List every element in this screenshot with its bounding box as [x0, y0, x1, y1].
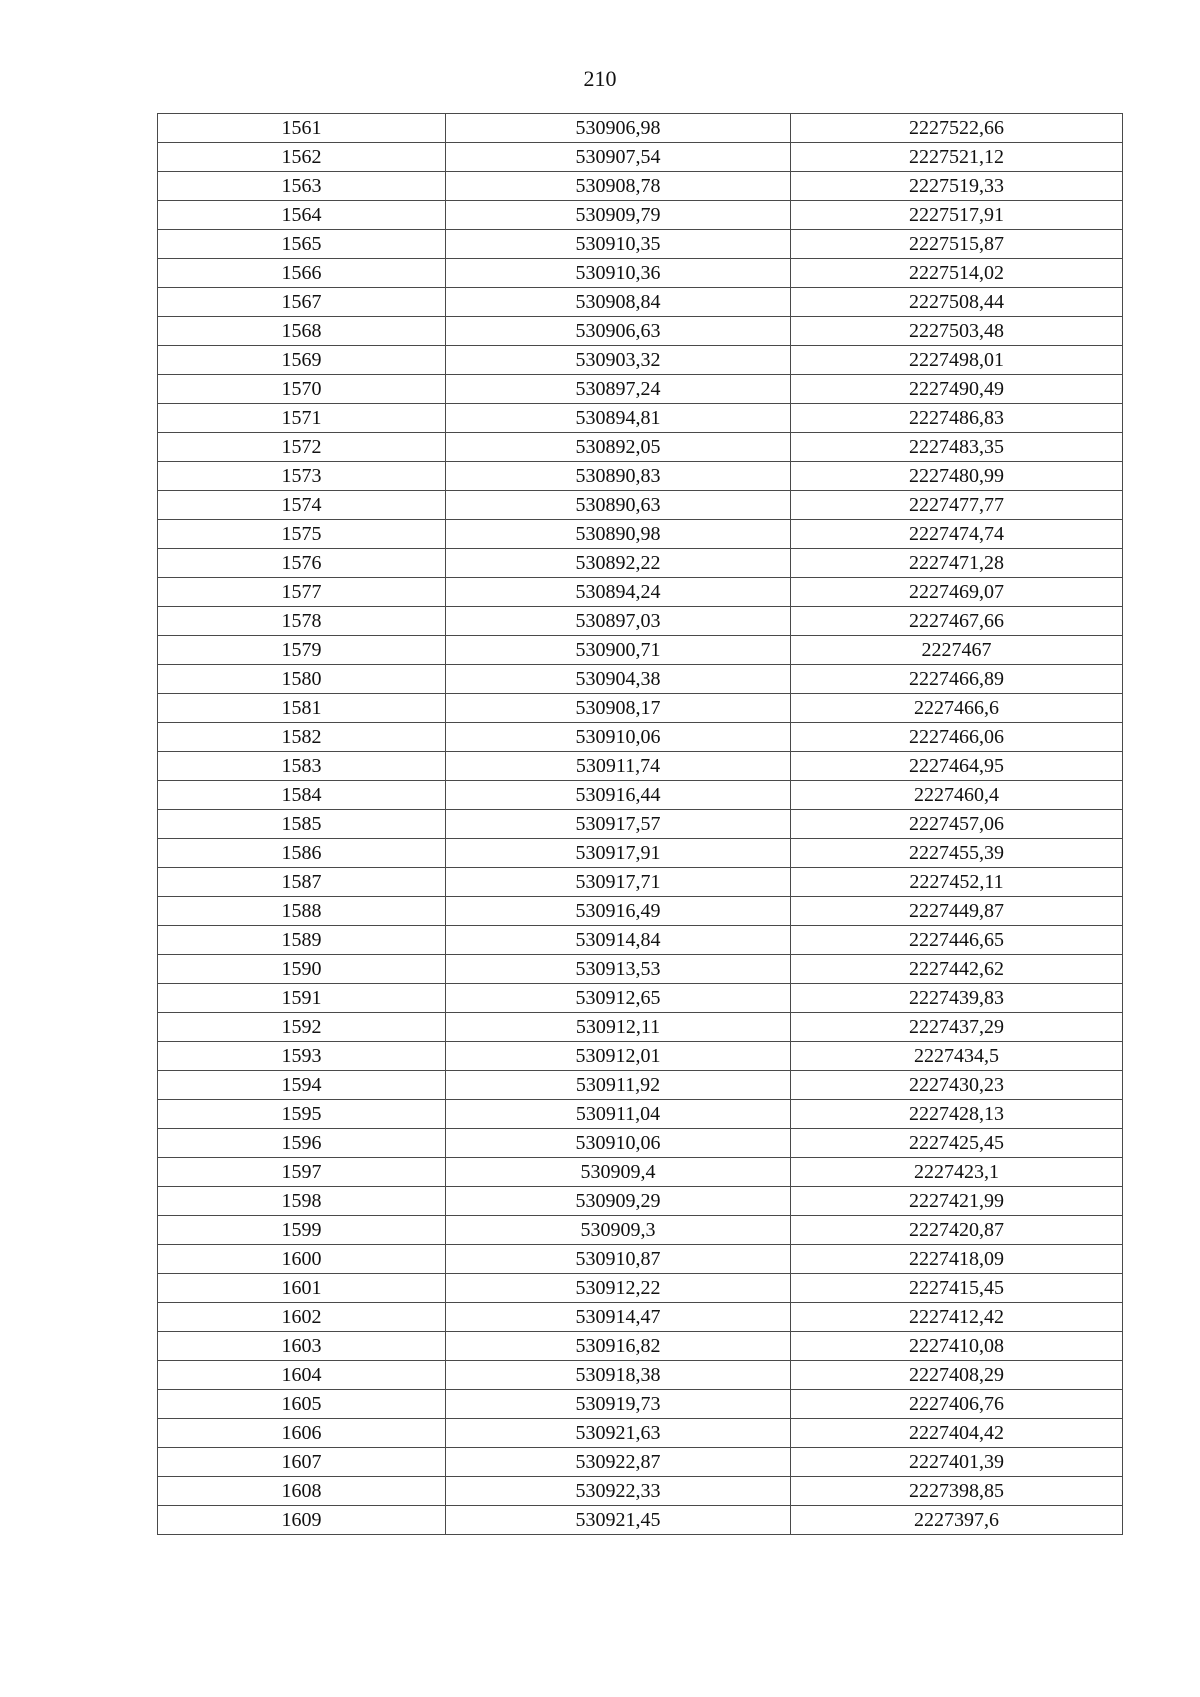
y-coordinate-cell: 2227406,76: [791, 1390, 1123, 1419]
table-row: [158, 1071, 1123, 1100]
point-number-cell: 1599: [158, 1216, 446, 1245]
point-number-cell: 1570: [158, 375, 446, 404]
point-number-cell: 1581: [158, 694, 446, 723]
table-row: [158, 868, 1123, 897]
table-row: [158, 375, 1123, 404]
table-row: [158, 839, 1123, 868]
y-coordinate-cell: 2227519,33: [791, 172, 1123, 201]
point-number-cell: 1577: [158, 578, 446, 607]
y-coordinate-cell: 2227471,28: [791, 549, 1123, 578]
x-coordinate-cell: 530910,35: [446, 230, 791, 259]
x-coordinate-cell: 530912,65: [446, 984, 791, 1013]
point-number-cell: 1597: [158, 1158, 446, 1187]
x-coordinate-cell: 530903,32: [446, 346, 791, 375]
x-coordinate-cell: 530912,01: [446, 1042, 791, 1071]
table-row: [158, 520, 1123, 549]
y-coordinate-cell: 2227434,5: [791, 1042, 1123, 1071]
y-coordinate-cell: 2227469,07: [791, 578, 1123, 607]
point-number-cell: 1576: [158, 549, 446, 578]
point-number-cell: 1567: [158, 288, 446, 317]
table-row: [158, 926, 1123, 955]
table-row: [158, 1477, 1123, 1506]
point-number-cell: 1606: [158, 1419, 446, 1448]
y-coordinate-cell: 2227477,77: [791, 491, 1123, 520]
y-coordinate-cell: 2227410,08: [791, 1332, 1123, 1361]
x-coordinate-cell: 530917,57: [446, 810, 791, 839]
point-number-cell: 1566: [158, 259, 446, 288]
x-coordinate-cell: 530910,06: [446, 1129, 791, 1158]
point-number-cell: 1575: [158, 520, 446, 549]
table-row: [158, 462, 1123, 491]
y-coordinate-cell: 2227508,44: [791, 288, 1123, 317]
table-row: [158, 1332, 1123, 1361]
point-number-cell: 1604: [158, 1361, 446, 1390]
table-row: [158, 201, 1123, 230]
point-number-cell: 1598: [158, 1187, 446, 1216]
x-coordinate-cell: 530921,63: [446, 1419, 791, 1448]
x-coordinate-cell: 530913,53: [446, 955, 791, 984]
x-coordinate-cell: 530916,49: [446, 897, 791, 926]
y-coordinate-cell: 2227514,02: [791, 259, 1123, 288]
table-row: [158, 491, 1123, 520]
point-number-cell: 1605: [158, 1390, 446, 1419]
y-coordinate-cell: 2227425,45: [791, 1129, 1123, 1158]
point-number-cell: 1578: [158, 607, 446, 636]
table-row: [158, 665, 1123, 694]
point-number-cell: 1607: [158, 1448, 446, 1477]
y-coordinate-cell: 2227430,23: [791, 1071, 1123, 1100]
table-row: [158, 1419, 1123, 1448]
table-row: [158, 1187, 1123, 1216]
x-coordinate-cell: 530918,38: [446, 1361, 791, 1390]
point-number-cell: 1573: [158, 462, 446, 491]
y-coordinate-cell: 2227460,4: [791, 781, 1123, 810]
x-coordinate-cell: 530916,82: [446, 1332, 791, 1361]
point-number-cell: 1590: [158, 955, 446, 984]
x-coordinate-cell: 530900,71: [446, 636, 791, 665]
y-coordinate-cell: 2227466,6: [791, 694, 1123, 723]
y-coordinate-cell: 2227455,39: [791, 839, 1123, 868]
y-coordinate-cell: 2227404,42: [791, 1419, 1123, 1448]
y-coordinate-cell: 2227397,6: [791, 1506, 1123, 1535]
x-coordinate-cell: 530906,98: [446, 114, 791, 143]
table-row: [158, 1013, 1123, 1042]
table-row: [158, 636, 1123, 665]
y-coordinate-cell: 2227515,87: [791, 230, 1123, 259]
table-row: [158, 578, 1123, 607]
x-coordinate-cell: 530914,47: [446, 1303, 791, 1332]
point-number-cell: 1564: [158, 201, 446, 230]
y-coordinate-cell: 2227486,83: [791, 404, 1123, 433]
table-row: [158, 723, 1123, 752]
table-row: [158, 143, 1123, 172]
point-number-cell: 1601: [158, 1274, 446, 1303]
table-row: [158, 1158, 1123, 1187]
table-row: [158, 1100, 1123, 1129]
x-coordinate-cell: 530908,84: [446, 288, 791, 317]
table-row: [158, 317, 1123, 346]
y-coordinate-cell: 2227498,01: [791, 346, 1123, 375]
y-coordinate-cell: 2227483,35: [791, 433, 1123, 462]
table-row: [158, 1245, 1123, 1274]
y-coordinate-cell: 2227446,65: [791, 926, 1123, 955]
point-number-cell: 1585: [158, 810, 446, 839]
y-coordinate-cell: 2227420,87: [791, 1216, 1123, 1245]
y-coordinate-cell: 2227503,48: [791, 317, 1123, 346]
point-number-cell: 1565: [158, 230, 446, 259]
point-number-cell: 1591: [158, 984, 446, 1013]
table-row: [158, 1216, 1123, 1245]
y-coordinate-cell: 2227421,99: [791, 1187, 1123, 1216]
x-coordinate-cell: 530912,22: [446, 1274, 791, 1303]
table-row: [158, 810, 1123, 839]
point-number-cell: 1568: [158, 317, 446, 346]
table-row: [158, 114, 1123, 143]
x-coordinate-cell: 530922,87: [446, 1448, 791, 1477]
x-coordinate-cell: 530910,87: [446, 1245, 791, 1274]
y-coordinate-cell: 2227466,06: [791, 723, 1123, 752]
table-row: [158, 1042, 1123, 1071]
point-number-cell: 1603: [158, 1332, 446, 1361]
point-number-cell: 1561: [158, 114, 446, 143]
y-coordinate-cell: 2227521,12: [791, 143, 1123, 172]
table-row: [158, 781, 1123, 810]
point-number-cell: 1563: [158, 172, 446, 201]
y-coordinate-cell: 2227401,39: [791, 1448, 1123, 1477]
table-row: [158, 433, 1123, 462]
x-coordinate-cell: 530906,63: [446, 317, 791, 346]
point-number-cell: 1594: [158, 1071, 446, 1100]
x-coordinate-cell: 530890,98: [446, 520, 791, 549]
y-coordinate-cell: 2227490,49: [791, 375, 1123, 404]
x-coordinate-cell: 530892,05: [446, 433, 791, 462]
point-number-cell: 1571: [158, 404, 446, 433]
y-coordinate-cell: 2227428,13: [791, 1100, 1123, 1129]
y-coordinate-cell: 2227449,87: [791, 897, 1123, 926]
x-coordinate-cell: 530909,29: [446, 1187, 791, 1216]
y-coordinate-cell: 2227464,95: [791, 752, 1123, 781]
x-coordinate-cell: 530890,83: [446, 462, 791, 491]
y-coordinate-cell: 2227442,62: [791, 955, 1123, 984]
x-coordinate-cell: 530897,03: [446, 607, 791, 636]
table-row: [158, 1448, 1123, 1477]
point-number-cell: 1600: [158, 1245, 446, 1274]
table-row: [158, 752, 1123, 781]
x-coordinate-cell: 530897,24: [446, 375, 791, 404]
x-coordinate-cell: 530912,11: [446, 1013, 791, 1042]
table-row: [158, 607, 1123, 636]
point-number-cell: 1587: [158, 868, 446, 897]
coordinates-table: [157, 113, 1123, 1535]
x-coordinate-cell: 530922,33: [446, 1477, 791, 1506]
x-coordinate-cell: 530916,44: [446, 781, 791, 810]
y-coordinate-cell: 2227439,83: [791, 984, 1123, 1013]
point-number-cell: 1608: [158, 1477, 446, 1506]
point-number-cell: 1584: [158, 781, 446, 810]
table-row: [158, 230, 1123, 259]
x-coordinate-cell: 530917,71: [446, 868, 791, 897]
x-coordinate-cell: 530921,45: [446, 1506, 791, 1535]
point-number-cell: 1562: [158, 143, 446, 172]
y-coordinate-cell: 2227437,29: [791, 1013, 1123, 1042]
point-number-cell: 1574: [158, 491, 446, 520]
y-coordinate-cell: 2227412,42: [791, 1303, 1123, 1332]
x-coordinate-cell: 530909,3: [446, 1216, 791, 1245]
point-number-cell: 1588: [158, 897, 446, 926]
table-row: [158, 694, 1123, 723]
x-coordinate-cell: 530910,36: [446, 259, 791, 288]
table-row: [158, 404, 1123, 433]
table-row: [158, 897, 1123, 926]
table-row: [158, 346, 1123, 375]
y-coordinate-cell: 2227423,1: [791, 1158, 1123, 1187]
y-coordinate-cell: 2227457,06: [791, 810, 1123, 839]
y-coordinate-cell: 2227522,66: [791, 114, 1123, 143]
y-coordinate-cell: 2227466,89: [791, 665, 1123, 694]
x-coordinate-cell: 530909,4: [446, 1158, 791, 1187]
table-row: [158, 259, 1123, 288]
x-coordinate-cell: 530919,73: [446, 1390, 791, 1419]
point-number-cell: 1595: [158, 1100, 446, 1129]
y-coordinate-cell: 2227452,11: [791, 868, 1123, 897]
point-number-cell: 1569: [158, 346, 446, 375]
point-number-cell: 1586: [158, 839, 446, 868]
x-coordinate-cell: 530904,38: [446, 665, 791, 694]
x-coordinate-cell: 530911,74: [446, 752, 791, 781]
x-coordinate-cell: 530909,79: [446, 201, 791, 230]
point-number-cell: 1602: [158, 1303, 446, 1332]
x-coordinate-cell: 530908,78: [446, 172, 791, 201]
x-coordinate-cell: 530894,24: [446, 578, 791, 607]
x-coordinate-cell: 530914,84: [446, 926, 791, 955]
x-coordinate-cell: 530911,92: [446, 1071, 791, 1100]
table-row: [158, 288, 1123, 317]
y-coordinate-cell: 2227418,09: [791, 1245, 1123, 1274]
table-row: [158, 984, 1123, 1013]
y-coordinate-cell: 2227517,91: [791, 201, 1123, 230]
point-number-cell: 1609: [158, 1506, 446, 1535]
point-number-cell: 1579: [158, 636, 446, 665]
table-row: [158, 955, 1123, 984]
table-row: [158, 549, 1123, 578]
table-row: [158, 1129, 1123, 1158]
point-number-cell: 1580: [158, 665, 446, 694]
table-row: [158, 1361, 1123, 1390]
point-number-cell: 1572: [158, 433, 446, 462]
table-row: [158, 1274, 1123, 1303]
x-coordinate-cell: 530907,54: [446, 143, 791, 172]
page-number: 210: [583, 66, 617, 91]
table-row: [158, 1506, 1123, 1535]
x-coordinate-cell: 530917,91: [446, 839, 791, 868]
table-row: [158, 1303, 1123, 1332]
y-coordinate-cell: 2227398,85: [791, 1477, 1123, 1506]
point-number-cell: 1596: [158, 1129, 446, 1158]
y-coordinate-cell: 2227480,99: [791, 462, 1123, 491]
table-row: [158, 172, 1123, 201]
y-coordinate-cell: 2227467: [791, 636, 1123, 665]
point-number-cell: 1583: [158, 752, 446, 781]
x-coordinate-cell: 530910,06: [446, 723, 791, 752]
x-coordinate-cell: 530894,81: [446, 404, 791, 433]
point-number-cell: 1592: [158, 1013, 446, 1042]
point-number-cell: 1582: [158, 723, 446, 752]
y-coordinate-cell: 2227474,74: [791, 520, 1123, 549]
y-coordinate-cell: 2227467,66: [791, 607, 1123, 636]
y-coordinate-cell: 2227415,45: [791, 1274, 1123, 1303]
point-number-cell: 1593: [158, 1042, 446, 1071]
y-coordinate-cell: 2227408,29: [791, 1361, 1123, 1390]
x-coordinate-cell: 530890,63: [446, 491, 791, 520]
point-number-cell: 1589: [158, 926, 446, 955]
table-row: [158, 1390, 1123, 1419]
x-coordinate-cell: 530911,04: [446, 1100, 791, 1129]
x-coordinate-cell: 530908,17: [446, 694, 791, 723]
coordinates-table-body: [158, 114, 1123, 1535]
x-coordinate-cell: 530892,22: [446, 549, 791, 578]
